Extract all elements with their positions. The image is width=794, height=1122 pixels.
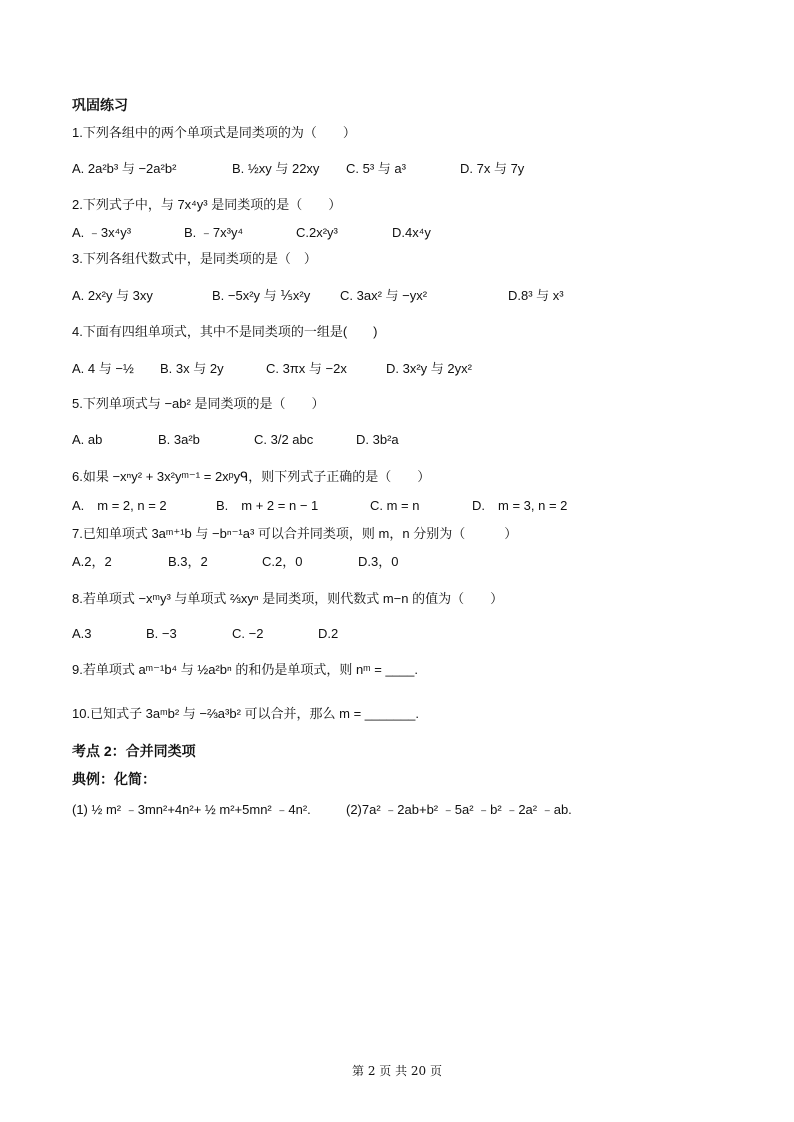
question-7-option-a: A.2，2	[72, 554, 112, 569]
question-5-option-d: D. 3b²a	[356, 432, 399, 447]
question-8-option-b: B. −3	[146, 626, 177, 641]
question-3-stem: 3.下列各组代数式中，是同类项的是（ ）	[72, 251, 317, 266]
question-5-option-c: C. 3/2 abc	[254, 432, 314, 447]
question-7-stem: 7.已知单项式 3aᵐ⁺¹b 与 −bⁿ⁻¹a³ 可以合并同类项，则 m，n 分别为（ ）	[72, 526, 518, 541]
page-footer: 第 2 页 共 20 页	[352, 1064, 442, 1078]
question-2-option-d: D.4x⁴y	[392, 225, 431, 240]
question-8-stem: 8.若单项式 −xᵐy³ 与单项式 ⅔xyⁿ 是同类项，则代数式 m−n 的值为（ ）	[72, 591, 504, 606]
question-4-option-b: B. 3x 与 2y	[160, 361, 224, 376]
question-7-option-d: D.3，0	[358, 554, 399, 569]
question-10-stem: 10.已知式子 3aᵐb² 与 −⅔a³b² 可以合并，那么 m = _______.	[72, 706, 420, 721]
question-2-option-b: B. ﹣7x³y⁴	[184, 225, 244, 240]
question-5-option-a: A. ab	[72, 432, 103, 447]
question-8-option-d: D.2	[318, 626, 339, 641]
topic-title: 考点 2：合并同类项	[72, 743, 196, 759]
question-6-option-b: B. m + 2 = n − 1	[216, 498, 319, 513]
question-4-option-d: D. 3x²y 与 2yx²	[386, 361, 472, 376]
question-1-option-a: A. 2a²b³ 与 −2a²b²	[72, 161, 177, 176]
question-6-option-d: D. m = 3, n = 2	[472, 498, 568, 513]
question-8-option-c: C. −2	[232, 626, 264, 641]
question-7-option-b: B.3，2	[168, 554, 208, 569]
question-1-stem: 1.下列各组中的两个单项式是同类项的为（ ）	[72, 125, 356, 140]
question-3-option-d: D.8³ 与 x³	[508, 288, 564, 303]
question-5-stem: 5.下列单项式与 −ab² 是同类项的是（ ）	[72, 396, 325, 411]
question-2-option-a: A. ﹣3x⁴y³	[72, 225, 132, 240]
question-7-option-c: C.2，0	[262, 554, 303, 569]
question-1-option-b: B. ½xy 与 22xy	[232, 161, 320, 176]
example-1: (1) ½ m² ﹣3mn²+4n²+ ½ m²+5mn² ﹣4n².	[72, 802, 311, 817]
example-label: 典例：化简：	[72, 771, 156, 787]
question-4-stem: 4.下面有四组单项式，其中不是同类项的一组是( )	[72, 324, 378, 339]
question-6-stem: 6.如果 −xⁿy² + 3x²yᵐ⁻¹ = 2xᵖyᑫ，则下列式子正确的是（ ）	[72, 469, 431, 484]
question-1-option-c: C. 5³ 与 a³	[346, 161, 406, 176]
section-title: 巩固练习	[72, 97, 128, 113]
question-5-option-b: B. 3a²b	[158, 432, 200, 447]
question-2-option-c: C.2x²y³	[296, 225, 338, 240]
question-6-option-c: C. m = n	[370, 498, 420, 513]
question-3-option-c: C. 3ax² 与 −yx²	[340, 288, 428, 303]
question-9-stem: 9.若单项式 aᵐ⁻¹b⁴ 与 ½a²bⁿ 的和仍是单项式，则 nᵐ = ____.	[72, 662, 418, 677]
question-3-option-b: B. −5x²y 与 ⅕x²y	[212, 288, 311, 303]
example-2: (2)7a² ﹣2ab+b² ﹣5a² ﹣b² ﹣2a² ﹣ab.	[346, 802, 572, 817]
question-4-option-a: A. 4 与 −½	[72, 361, 134, 376]
question-8-option-a: A.3	[72, 626, 92, 641]
question-2-stem: 2.下列式子中，与 7x⁴y³ 是同类项的是（ ）	[72, 197, 342, 212]
question-3-option-a: A. 2x²y 与 3xy	[72, 288, 153, 303]
question-1-option-d: D. 7x 与 7y	[460, 161, 525, 176]
question-6-option-a: A. m = 2, n = 2	[72, 498, 167, 513]
question-4-option-c: C. 3πx 与 −2x	[266, 361, 347, 376]
